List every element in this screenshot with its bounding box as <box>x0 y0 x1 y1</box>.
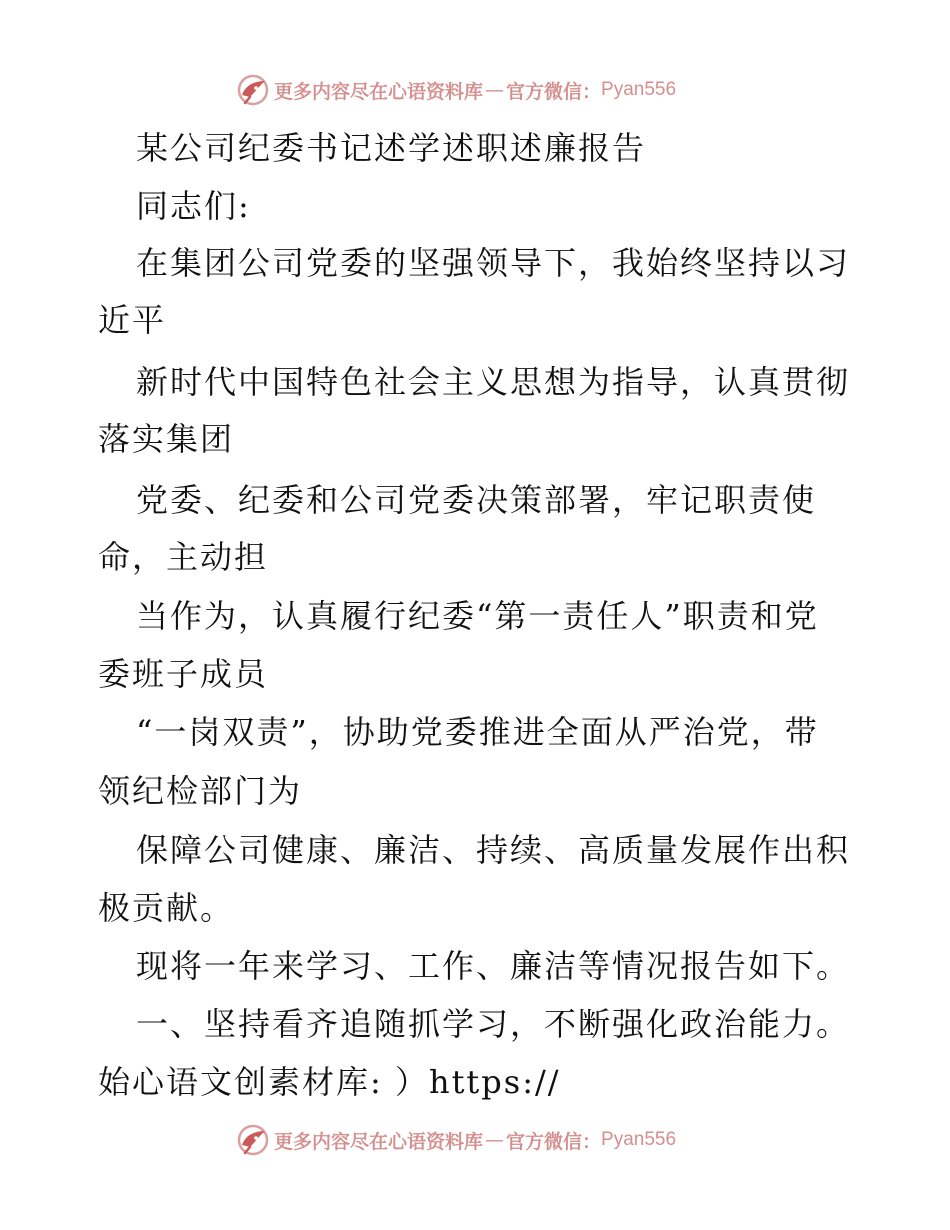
body-line: 保障公司健康、廉洁、持续、高质量发展作出积 <box>136 831 851 869</box>
body-line: 党委、纪委和公司党委决策部署，牢记职责使 <box>136 481 817 519</box>
body-line: 委班子成员 <box>98 655 269 693</box>
body-line: 领纪检部门为 <box>98 772 303 810</box>
body-line: 极贡献。 <box>98 889 235 927</box>
body-line: 近平 <box>98 301 167 339</box>
watermark-contact-id: Pyan556 <box>601 79 677 100</box>
watermark-contact-label: 官方微信： <box>506 80 602 103</box>
pen-nib-logo-icon <box>236 1123 270 1157</box>
salutation: 同志们: <box>136 187 251 225</box>
footer-watermark-banner <box>236 1122 676 1158</box>
document-title: 某公司纪委书记述学述职述廉报告 <box>136 129 647 167</box>
watermark-contact-id: Pyan556 <box>601 1129 677 1150</box>
body-line: 新时代中国特色社会主义思想为指导，认真贯彻 <box>136 363 851 401</box>
header-watermark-banner <box>236 72 676 108</box>
watermark-text: 更多内容尽在心语资料库 <box>274 80 484 103</box>
body-line: 落实集团 <box>98 420 235 458</box>
watermark-text: 更多内容尽在心语资料库 <box>274 1130 484 1153</box>
body-line: 当作为，认真履行纪委“第一责任人”职责和党 <box>136 597 819 635</box>
pen-nib-logo-icon <box>236 73 270 107</box>
section-heading: 一、坚持看齐追随抓学习，不断强化政治能力。 <box>136 1005 851 1043</box>
body-line: 始心语文创素材库: ）https:// <box>98 1063 561 1101</box>
body-line: 现将一年来学习、工作、廉洁等情况报告如下。 <box>136 947 851 985</box>
watermark-separator: — <box>485 79 505 101</box>
body-line: “一岗双责”，协助党委推进全面从严治党，带 <box>136 713 819 751</box>
watermark-separator: — <box>485 1129 505 1151</box>
watermark-contact-label: 官方微信： <box>506 1130 602 1153</box>
body-line: 在集团公司党委的坚强领导下，我始终坚持以习 <box>136 244 851 282</box>
body-line: 命，主动担 <box>98 538 269 576</box>
